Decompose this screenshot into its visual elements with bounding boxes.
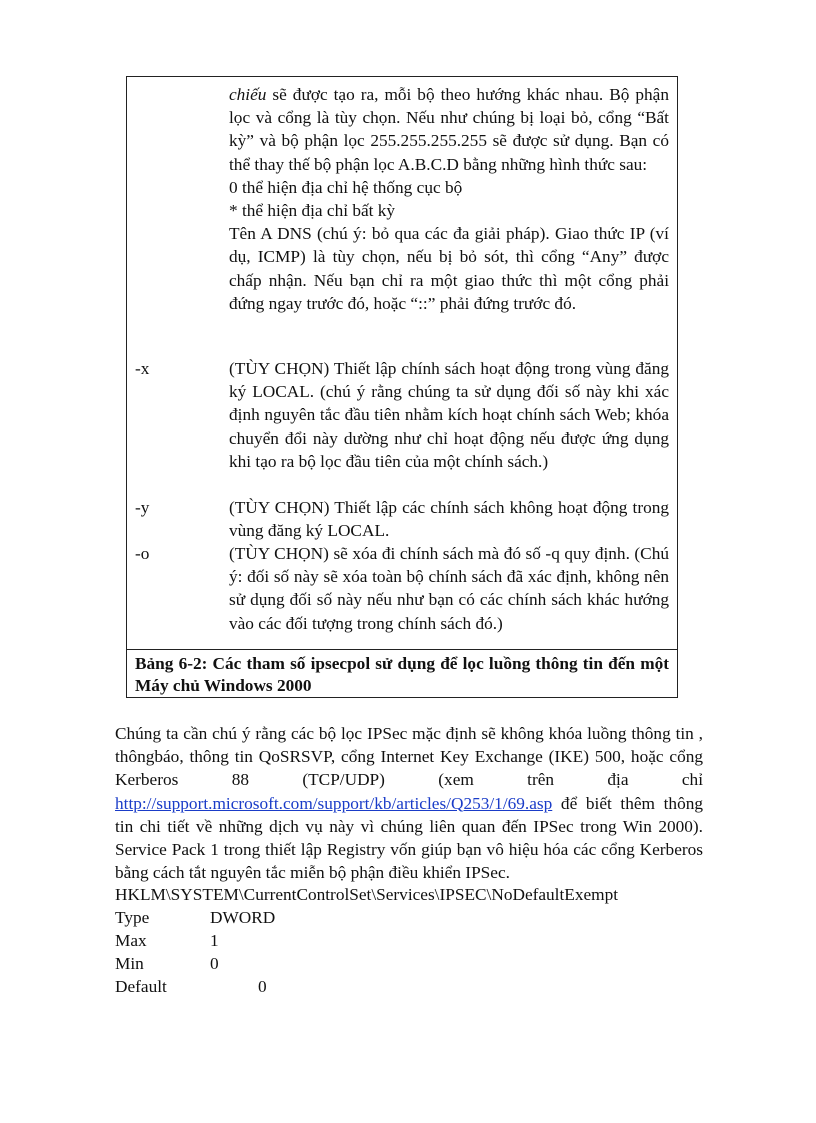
option-description: (TÙY CHỌN) Thiết lập các chính sách không hoạt động trong vùng đăng ký LOCAL. [229, 498, 669, 541]
registry-value: 0 [258, 977, 267, 996]
registry-key: Max [115, 931, 147, 950]
option-flag: -x [135, 359, 150, 378]
paragraph-text: Chúng ta cần chú ý rằng các bộ lọc IPSec mặc định sẽ không khóa luồng thông tin , thôngbáo, thông tin QoSRSVP, cổng Internet Key Exchange (IKE) 500, hoặc cổng Kerberos 88 (TCP/UDP) (xem trên địa chỉ [115, 724, 703, 790]
italic-word: chiếu [229, 85, 267, 104]
option-flag: -o [135, 544, 150, 563]
registry-value: DWORD [210, 908, 276, 927]
option-description: (TÙY CHỌN) sẽ xóa đi chính sách mà đó số -q quy định. (Chú ý: đối số này sẽ xóa toàn bộ chính sách đã xác định, không nên sử dụng đối số này nếu như bạn có các chính sách khác hướng vào các đối tượng trong chính sách đó.) [229, 544, 669, 633]
table-caption: Bảng 6-2: Các tham số ipsecpol sử dụng để lọc luồng thông tin đến một Máy chủ Windows 2000 [135, 654, 669, 695]
intro-line: 0 thể hiện địa chỉ hệ thống cục bộ [229, 177, 463, 197]
registry-key: Min [115, 954, 144, 973]
option-description: (TÙY CHỌN) Thiết lập chính sách hoạt động trong vùng đăng ký LOCAL. (chú ý rằng chúng ta sử dụng đối số này khi xác định nguyên tắc đầu tiên nhằm kích hoạt chính sách Web; khóa chuyển đổi này dường như chỉ hoạt động nếu được ứng dụng khi tạo ra bộ lọc đầu tiên của một chính sách.) [229, 359, 669, 471]
registry-key: Type [115, 908, 150, 927]
registry-value: 1 [210, 931, 219, 950]
intro-line: * thể hiện địa chỉ bất kỳ [229, 201, 396, 221]
support-link[interactable]: http://support.microsoft.com/support/kb/articles/Q253/1/69.asp [115, 793, 553, 813]
body-paragraph [115, 722, 703, 884]
option-flag: -y [135, 498, 150, 517]
parameter-table [126, 76, 678, 698]
intro-line: Tên A DNS (chú ý: bỏ qua các đa giải pháp). Giao thức IP (ví dụ, ICMP) là tùy chọn, nếu bị bỏ sót, thì cổng “Any” được chấp nhận. Nếu bạn chỉ ra một giao thức thì một cổng phải đứng ngay trước đó, hoặc “::” phải đứng trước đó. [229, 224, 669, 313]
row-description [229, 83, 669, 315]
registry-path: HKLM\SYSTEM\CurrentControlSet\Services\IPSEC\NoDefaultExempt [115, 885, 619, 904]
paragraph-text: để biết thêm thông tin chi tiết về những dịch vụ này vì chúng liên quan đến IPSec trong Win 2000). Service Pack 1 trong thiết lập Registry vốn giúp bạn vô hiệu hóa các cổng Kerberos bằng cách tắt nguyên tắc miễn bộ phận điều khiển IPSec. [115, 793, 703, 883]
registry-key: Default [115, 977, 167, 996]
registry-value: 0 [210, 954, 219, 973]
intro-text: sẽ được tạo ra, mỗi bộ theo hướng khác nhau. Bộ phận lọc và cổng là tùy chọn. Nếu như chúng bị loại bỏ, cổng “Bất kỳ” và bộ phận lọc 255.255.255.255 sẽ được sử dụng. Bạn có thể thay thế bộ phận lọc A.B.C.D bằng những hình thức sau: [229, 85, 669, 174]
caption-divider [127, 649, 677, 650]
